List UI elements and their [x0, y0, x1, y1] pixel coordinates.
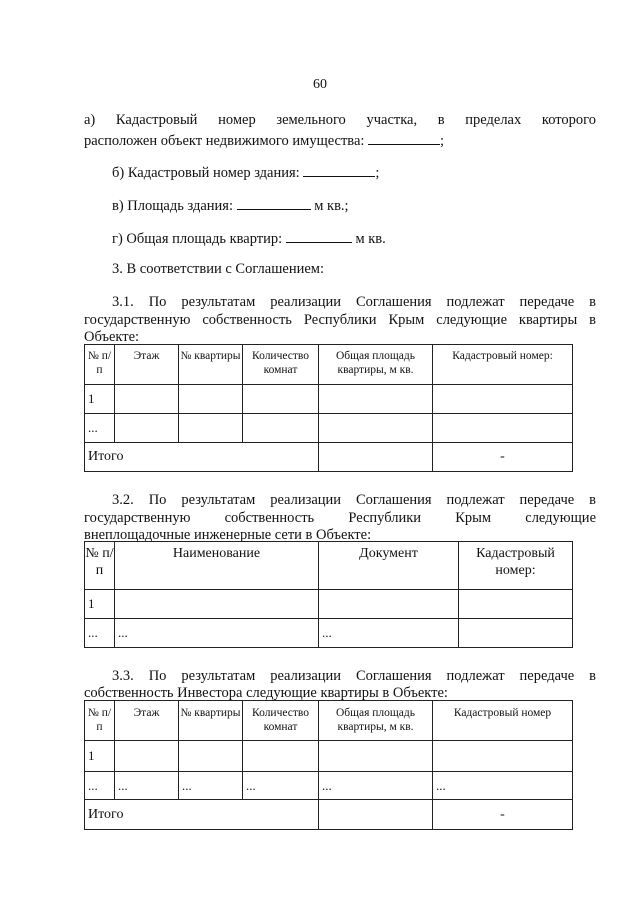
table-cell	[433, 385, 573, 414]
table-3-3	[84, 700, 573, 830]
s33-line1: 3.3. По результатам реализации Соглашения подлежат передаче в	[112, 668, 596, 684]
table-row	[85, 414, 573, 443]
row-num: ...	[85, 619, 115, 648]
table-cell	[319, 800, 433, 830]
table-cell	[433, 414, 573, 443]
blank-field	[286, 228, 352, 243]
table-row	[85, 772, 573, 800]
page-number: 60	[313, 77, 327, 92]
row-cell: ...	[179, 772, 243, 800]
total-row	[85, 800, 573, 830]
table-cell	[179, 385, 243, 414]
table-cell	[459, 619, 573, 648]
header-cadastral: Кадастровый номер	[433, 701, 573, 741]
table-row	[85, 741, 573, 772]
blank-field	[303, 162, 375, 177]
s32-line3: внеплощадочные инженерные сети в Объекте:	[84, 527, 372, 543]
item-v	[112, 195, 349, 215]
item-b-label: б) Кадастровый номер здания:	[112, 165, 300, 181]
table-3-2	[84, 541, 573, 648]
row-name: ...	[115, 619, 319, 648]
table-cell	[179, 414, 243, 443]
table-cell	[319, 590, 459, 619]
total-value: -	[433, 443, 573, 472]
table-cell	[243, 385, 319, 414]
table-cell	[319, 414, 433, 443]
table-3-1	[84, 344, 573, 472]
item-b-end: ;	[375, 165, 380, 181]
s31-line3: Объекте:	[84, 329, 140, 345]
table-cell	[115, 385, 179, 414]
table-cell	[115, 590, 319, 619]
item-v-label: в) Площадь здания:	[112, 198, 233, 214]
section-3-heading: 3. В соответствии с Соглашением:	[112, 261, 324, 277]
table-cell	[243, 414, 319, 443]
item-b	[112, 162, 379, 182]
row-cell: ...	[433, 772, 573, 800]
s31-line2: государственную собственность Республики Крым следующие квартиры в	[84, 312, 596, 328]
table-row	[85, 619, 573, 648]
s32-line2: государственную собственность Республики Крым следующие	[84, 510, 596, 526]
header-rooms: Количество комнат	[243, 345, 319, 385]
item-a-line1: а) Кадастровый номер земельного участка, в пределах которого	[84, 112, 596, 128]
table-cell	[319, 443, 433, 472]
header-document: Документ	[319, 542, 459, 590]
header-area: Общая площадь квартиры, м кв.	[319, 345, 433, 385]
table-cell	[319, 741, 433, 772]
header-apartment: № квартиры	[179, 701, 243, 741]
total-row	[85, 443, 573, 472]
row-num: 1	[85, 741, 115, 772]
blank-field	[368, 130, 440, 145]
blank-field	[237, 195, 311, 210]
header-num: № п/п	[85, 542, 115, 590]
s33-line2: собственность Инвестора следующие квартиры в Объекте:	[84, 685, 448, 701]
header-num: № п/п	[85, 701, 115, 741]
header-name: Наименование	[115, 542, 319, 590]
table-cell	[243, 741, 319, 772]
table-cell	[115, 414, 179, 443]
row-cell: ...	[85, 772, 115, 800]
item-g-label: г) Общая площадь квартир:	[112, 231, 283, 247]
total-label: Итого	[85, 800, 319, 830]
row-document: ...	[319, 619, 459, 648]
row-num: 1	[85, 590, 115, 619]
header-cadastral: Кадастровый номер:	[459, 542, 573, 590]
s32-line1: 3.2. По результатам реализации Соглашения подлежат передаче в	[112, 492, 596, 508]
table-cell	[459, 590, 573, 619]
header-rooms: Количество комнат	[243, 701, 319, 741]
table-cell	[115, 741, 179, 772]
item-g	[112, 228, 386, 248]
item-g-end: м кв.	[355, 231, 386, 247]
header-floor: Этаж	[115, 701, 179, 741]
header-floor: Этаж	[115, 345, 179, 385]
total-value: -	[433, 800, 573, 830]
header-num: № п/п	[85, 345, 115, 385]
item-v-end: м кв.;	[314, 198, 349, 214]
row-num: ...	[85, 414, 115, 443]
row-cell: ...	[243, 772, 319, 800]
header-area: Общая площадь квартиры, м кв.	[319, 701, 433, 741]
table-row	[85, 385, 573, 414]
row-num: 1	[85, 385, 115, 414]
table-cell	[433, 741, 573, 772]
row-cell: ...	[115, 772, 179, 800]
item-a-end: ;	[440, 133, 445, 149]
table-cell	[179, 741, 243, 772]
s31-line1: 3.1. По результатам реализации Соглашения подлежат передаче в	[112, 294, 596, 310]
total-label: Итого	[85, 443, 319, 472]
row-cell: ...	[319, 772, 433, 800]
table-row	[85, 590, 573, 619]
header-apartment: № квартиры	[179, 345, 243, 385]
header-cadastral: Кадастровый номер:	[433, 345, 573, 385]
item-a-text: расположен объект недвижимого имущества:	[84, 133, 365, 149]
item-a-line2	[84, 130, 444, 150]
table-cell	[319, 385, 433, 414]
